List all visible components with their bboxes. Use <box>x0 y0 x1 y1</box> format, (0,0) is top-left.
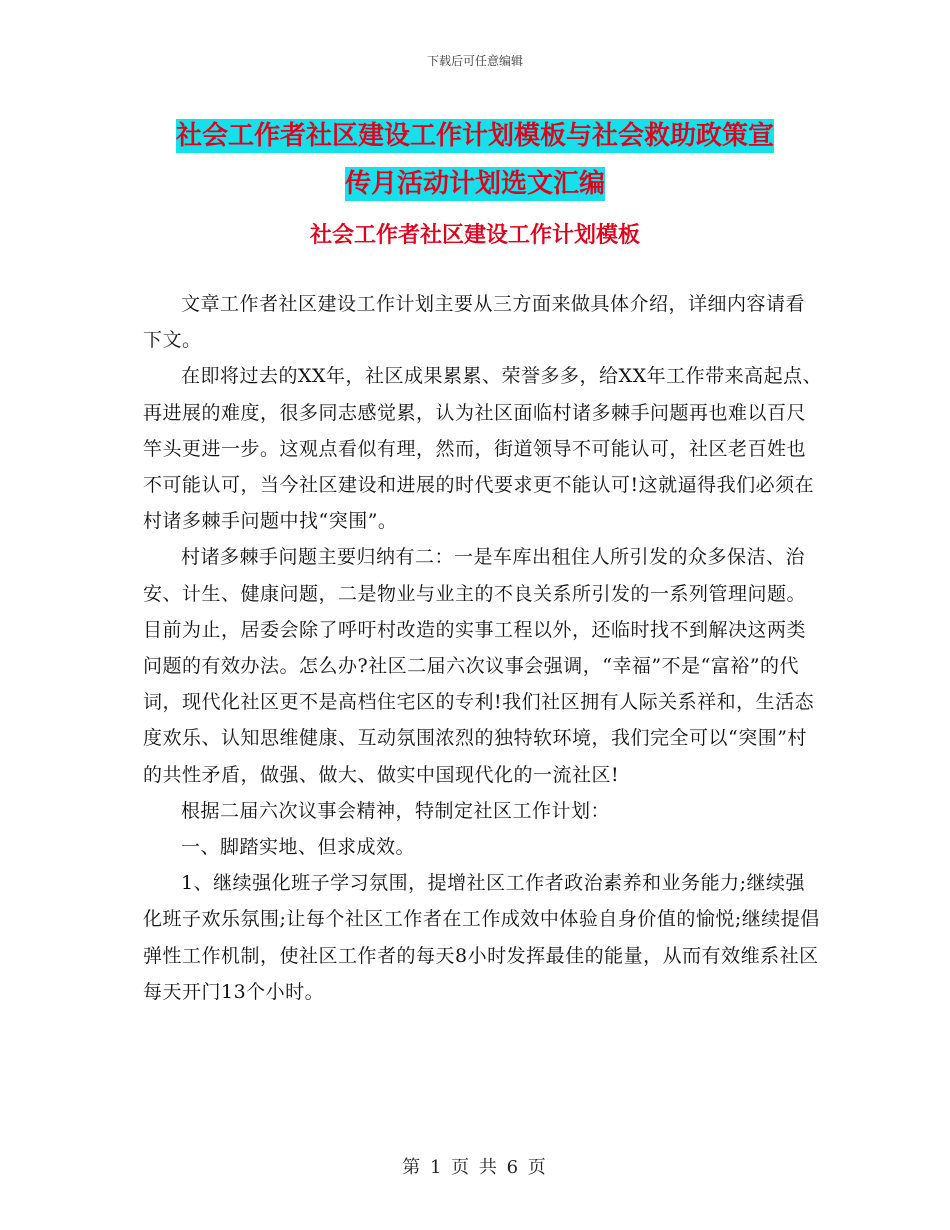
document-title <box>150 112 800 208</box>
section-title: 社会工作者社区建设工作计划模板 <box>309 222 640 248</box>
document-title-line-2: 传月活动计划选文汇编 <box>344 169 605 199</box>
body-text <box>143 286 823 1010</box>
paragraph-item-1: 1、继续强化班子学习氛围，提增社区工作者政治素养和业务能力;继续强化班子欢乐氛围;让每个社区工作者在工作成效中体验自身价值的愉悦;继续提倡弹性工作机制，使社区工作者的每天8小时发挥最佳的能量，从而有效维系社区每天开门13个小时。 <box>143 872 820 1003</box>
paragraph-plan-intro: 根据二届六次议事会精神，特制定社区工作计划： <box>181 799 611 822</box>
paragraph-heading-1: 一、脚踏实地、但求成效。 <box>181 836 416 859</box>
paragraph-background: 在即将过去的XX年，社区成果累累、荣誉多多，给XX年工作带来高起点、再进展的难度，很多同志感觉累，认为社区面临村诸多棘手问题再也难以百尺竿头更进一步。这观点看似有理，然而，街道领导不可能认可，社区老百姓也不可能认可，当今社区建设和进展的时代要求更不能认可!这就逼得我们必须在村诸多棘手问题中找“突围”。 <box>143 365 823 533</box>
header-note: 下载后可任意编辑 <box>426 54 523 68</box>
paragraph-problems: 村诸多棘手问题主要归纳有二：一是车库出租住人所引发的众多保洁、治安、计生、健康问题，二是物业与业主的不良关系所引发的一系列管理问题。目前为止，居委会除了呼吁村改造的实事工程以外，还临时找不到解决这两类问题的有效办法。怎么办?社区二届六次议事会强调，“幸福”不是“富裕”的代词，现代化社区更不是高档住宅区的专利!我们社区拥有人际关系祥和，生活态度欢乐、认知思维健康、互动氛围浓烈的独特软环境，我们完全可以“突围”村的共性矛盾，做强、做大、做实中国现代化的一流社区! <box>143 546 815 786</box>
paragraph-intro: 文章工作者社区建设工作计划主要从三方面来做具体介绍，详细内容请看下文。 <box>143 293 806 352</box>
document-title-line-1: 社会工作者社区建设工作计划模板与社会救助政策宣 <box>175 121 774 151</box>
page-number: 第 1 页 共 6 页 <box>402 1157 548 1178</box>
